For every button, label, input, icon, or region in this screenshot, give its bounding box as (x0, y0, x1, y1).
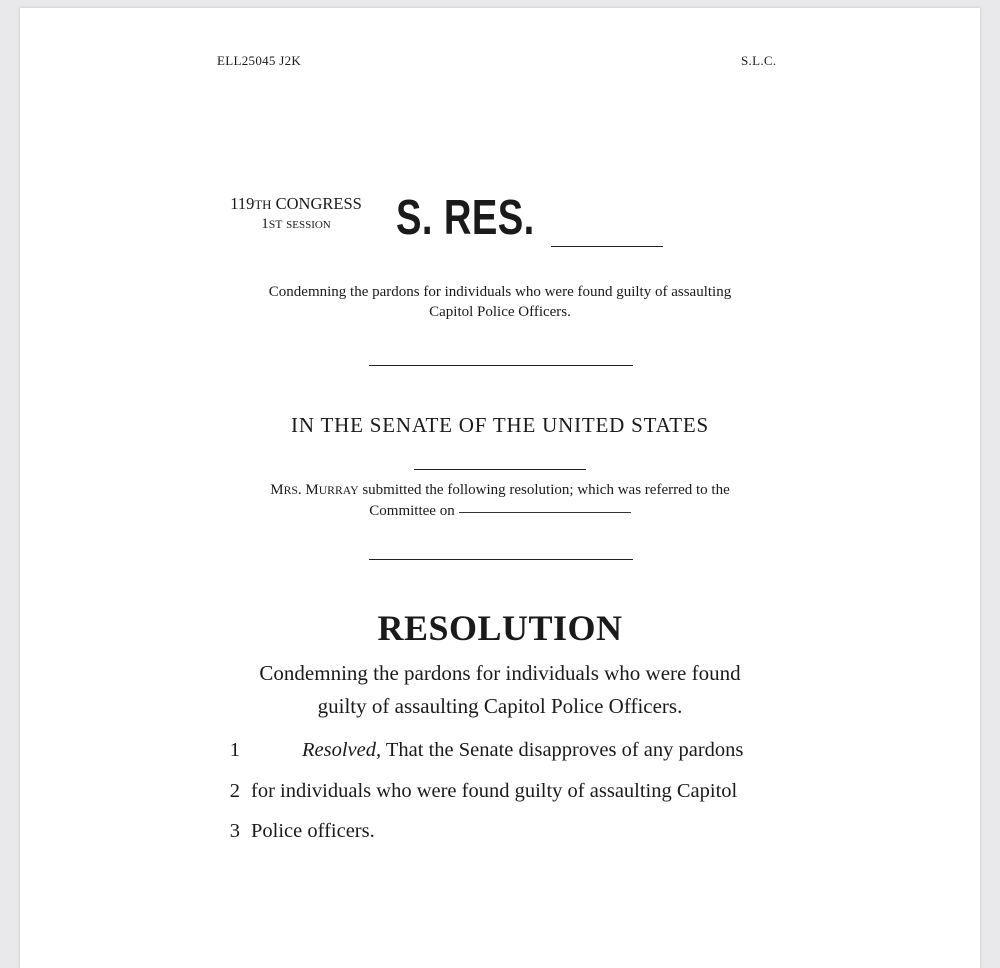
body-line: 1 Resolved, That the Senate disapproves of any pardons (216, 739, 743, 762)
divider-rule (369, 559, 633, 560)
document-page (20, 8, 980, 968)
committee-blank (459, 511, 631, 513)
bill-designation: S. RES. (396, 191, 535, 245)
document-id: ELL25045 J2K (217, 53, 302, 68)
sponsor-name: MURRAY (305, 482, 359, 498)
senate-heading: IN THE SENATE OF THE UNITED STATES (291, 413, 709, 437)
session-word: session (286, 215, 331, 232)
line-number: 3 (229, 820, 240, 842)
line-number: 1 (229, 739, 240, 761)
body-line: 3 Police officers. (216, 820, 375, 843)
resolution-title: Condemning the pardons for individuals who were found guilty of assaulting Capitol Police Officers. (259, 661, 741, 718)
short-title: Condemning the pardons for individuals who were found guilty of assaulting Capitol Police Officers. (268, 284, 732, 321)
congress-session-block (210, 194, 382, 233)
bill-number-blank (551, 246, 663, 247)
slc-label: S.L.C. (741, 53, 777, 68)
submission-statement: MRS. MURRAY submitted the following resolution; which was referred to the Committee on (270, 482, 730, 519)
resolution-heading: RESOLUTION (377, 608, 623, 648)
congress-label: 119TH CONGRESS (230, 194, 362, 213)
session-label: 1ST session (261, 215, 331, 232)
line-number: 2 (229, 780, 240, 802)
short-divider-rule (414, 469, 586, 470)
divider-rule (369, 365, 633, 366)
body-line: 2 for individuals who were found guilty of assaulting Capitol (216, 780, 737, 803)
